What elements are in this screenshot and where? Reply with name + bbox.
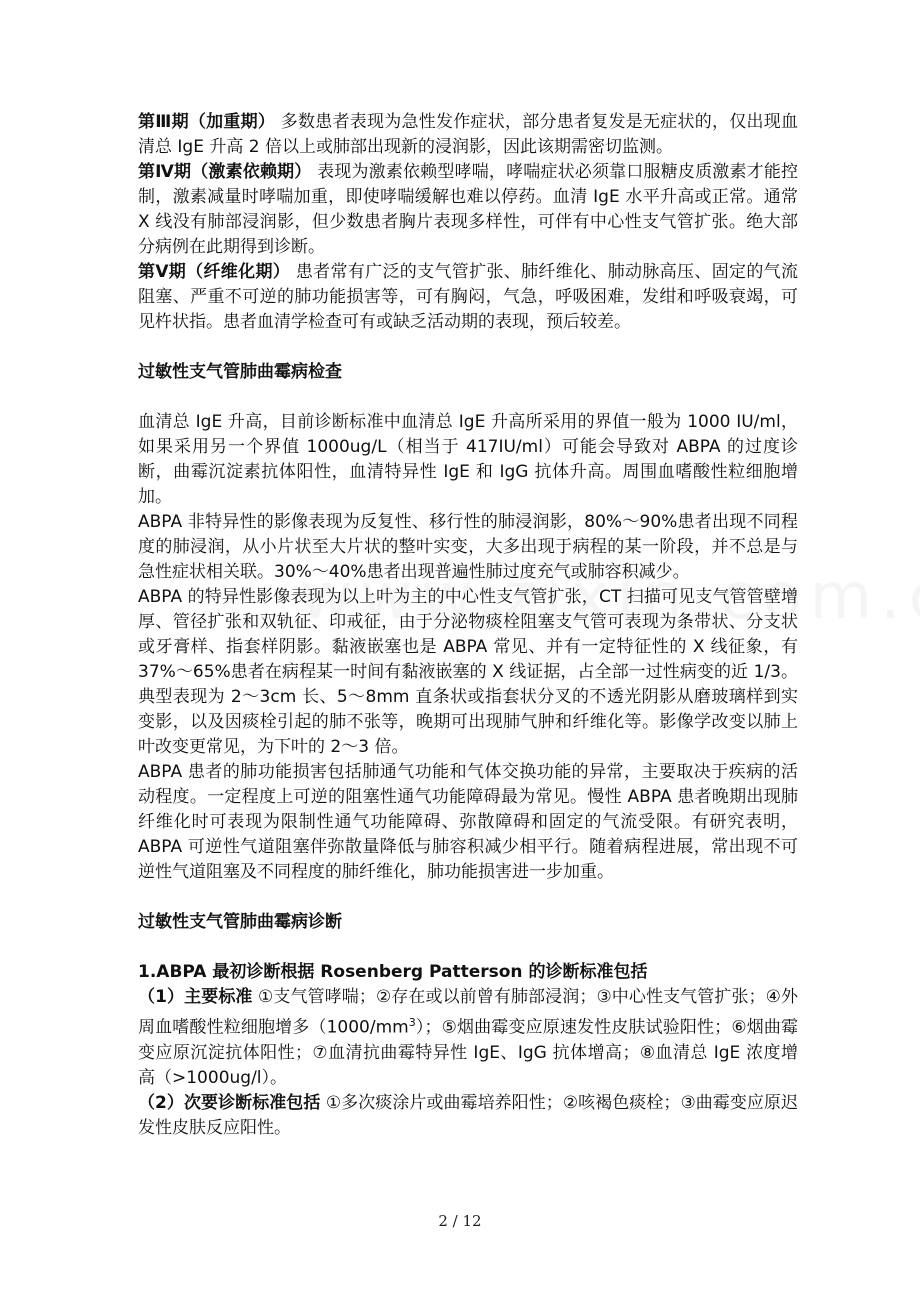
- major-criteria-heading: （1）主要标准: [138, 987, 253, 1007]
- stage3-text: 多数患者表现为急性发作症状，部分患者复发是无症状的，仅出现血清总 IgE 升高 2 倍以上或肺部出现新的浸润影，因此该期需密切监测。: [138, 112, 798, 157]
- exam-paragraph: ABPA 患者的肺功能损害包括肺通气功能和气体交换功能的异常，主要取决于疾病的活动程度。一定程度上可逆的阻塞性通气功能障碍最为常见。慢性 ABPA 患者晚期出现肺纤维化时可表现为限制性通气功能障碍、弥散障碍和固定的气流受限。有研究表明，ABPA 可逆性气道阻塞伴弥散量降低与肺容积减少相平行。随着病程进展，常出现不可逆性气道阻塞及不同程度的肺纤维化，肺功能损害进一步加重。: [138, 762, 798, 882]
- major-criteria-text-b: ）；⑤烟曲霉变应原速发性皮肤试验阳性；⑥烟曲霉变应原沉淀抗体阳性；⑦血清抗曲霉特异性 IgE、IgG 抗体增高；⑧血清总 IgE 浓度增高（>1000ug/l）。: [138, 1017, 798, 1088]
- page-number: 2 / 12: [438, 1212, 482, 1230]
- major-criteria-text-a: ①支气管哮喘；②存在或以前曾有肺部浸润；③中心性支气管扩张；④外周血嗜酸性粒细胞增多（1000/mm: [138, 987, 798, 1038]
- stage5-text: 患者常有广泛的支气管扩张、肺纤维化、肺动脉高压、固定的气流阻塞、严重不可逆的肺功能损害等，可有胸闷，气急，呼吸困难，发绀和呼吸衰竭，可见杵状指。患者血清学检查可有或缺乏活动期的表现，预后较差。: [138, 262, 798, 332]
- stage3-heading: 第Ⅲ期（加重期）: [138, 112, 276, 132]
- exam-paragraph: 血清总 IgE 升高，目前诊断标准中血清总 IgE 升高所采用的界值一般为 1000 IU/ml，如果采用另一个界值 1000ug/L（相当于 417IU/ml）可能会导致对 ABPA 的过度诊断，曲霉沉淀素抗体阳性，血清特异性 IgE 和 IgG 抗体升高。周围血嗜酸性粒细胞增加。: [138, 412, 798, 507]
- stage4-text: 表现为激素依赖型哮喘，哮喘症状必须靠口服糖皮质激素才能控制，激素减量时哮喘加重，即使哮喘缓解也难以停药。血清 IgE 水平升高或正常。通常 X 线没有肺部浸润影，但少数患者胸片表现多样性，可伴有中心性支气管扩张。绝大部分病例在此期得到诊断。: [138, 162, 798, 257]
- major-criteria-superscript: 3: [408, 1016, 416, 1029]
- section-diag-title: 过敏性支气管肺曲霉病诊断: [138, 912, 342, 932]
- diag-subheading: 1.ABPA 最初诊断根据 Rosenberg Patterson 的诊断标准包括: [138, 962, 648, 982]
- major-criteria-paragraph: [138, 985, 798, 1091]
- minor-criteria-heading: （2）次要诊断标准包括: [138, 1092, 321, 1113]
- minor-criteria-paragraph: [138, 1091, 798, 1141]
- stage5-heading: 第Ⅴ期（纤维化期）: [138, 262, 291, 282]
- page-content: [138, 110, 798, 1141]
- stage3-paragraph: [138, 110, 798, 160]
- section-exam-title: 过敏性支气管肺曲霉病检查: [138, 362, 342, 382]
- stage4-heading: 第Ⅳ期（激素依赖期）: [138, 162, 312, 182]
- exam-paragraph: ABPA 非特异性的影像表现为反复性、移行性的肺浸润影，80%～90%患者出现不同程度的肺浸润，从小片状至大片状的整叶实变，大多出现于病程的某一阶段，并不总是与急性症状相关联。30%～40%患者出现普遍性肺过度充气或肺容积减少。: [138, 512, 798, 582]
- stage4-paragraph: [138, 160, 798, 260]
- exam-paragraph: ABPA 的特异性影像表现为以上叶为主的中心性支气管扩张，CT 扫描可见支气管管壁增厚、管径扩张和双轨征、印戒征，由于分泌物痰栓阻塞支气管可表现为条带状、分支状或牙膏样、指套样阴影。黏液嵌塞也是 ABPA 常见、并有一定特征性的 X 线征象，有 37%～65%患者在病程某一时间有黏液嵌塞的 X 线证据，占全部一过性病变的近 1/3。典型表现为 2～3cm 长、5～8mm 直条状或指套状分叉的不透光阴影从磨玻璃样到实变影，以及因痰栓引起的肺不张等，晚期可出现肺气肿和纤维化等。影像学改变以肺上叶改变更常见，为下叶的 2～3 倍。: [138, 587, 798, 757]
- minor-criteria-text: ①多次痰涂片或曲霉培养阳性；②咳褐色痰栓；③曲霉变应原迟发性皮肤反应阳性。: [138, 1092, 798, 1138]
- stage5-paragraph: [138, 260, 798, 335]
